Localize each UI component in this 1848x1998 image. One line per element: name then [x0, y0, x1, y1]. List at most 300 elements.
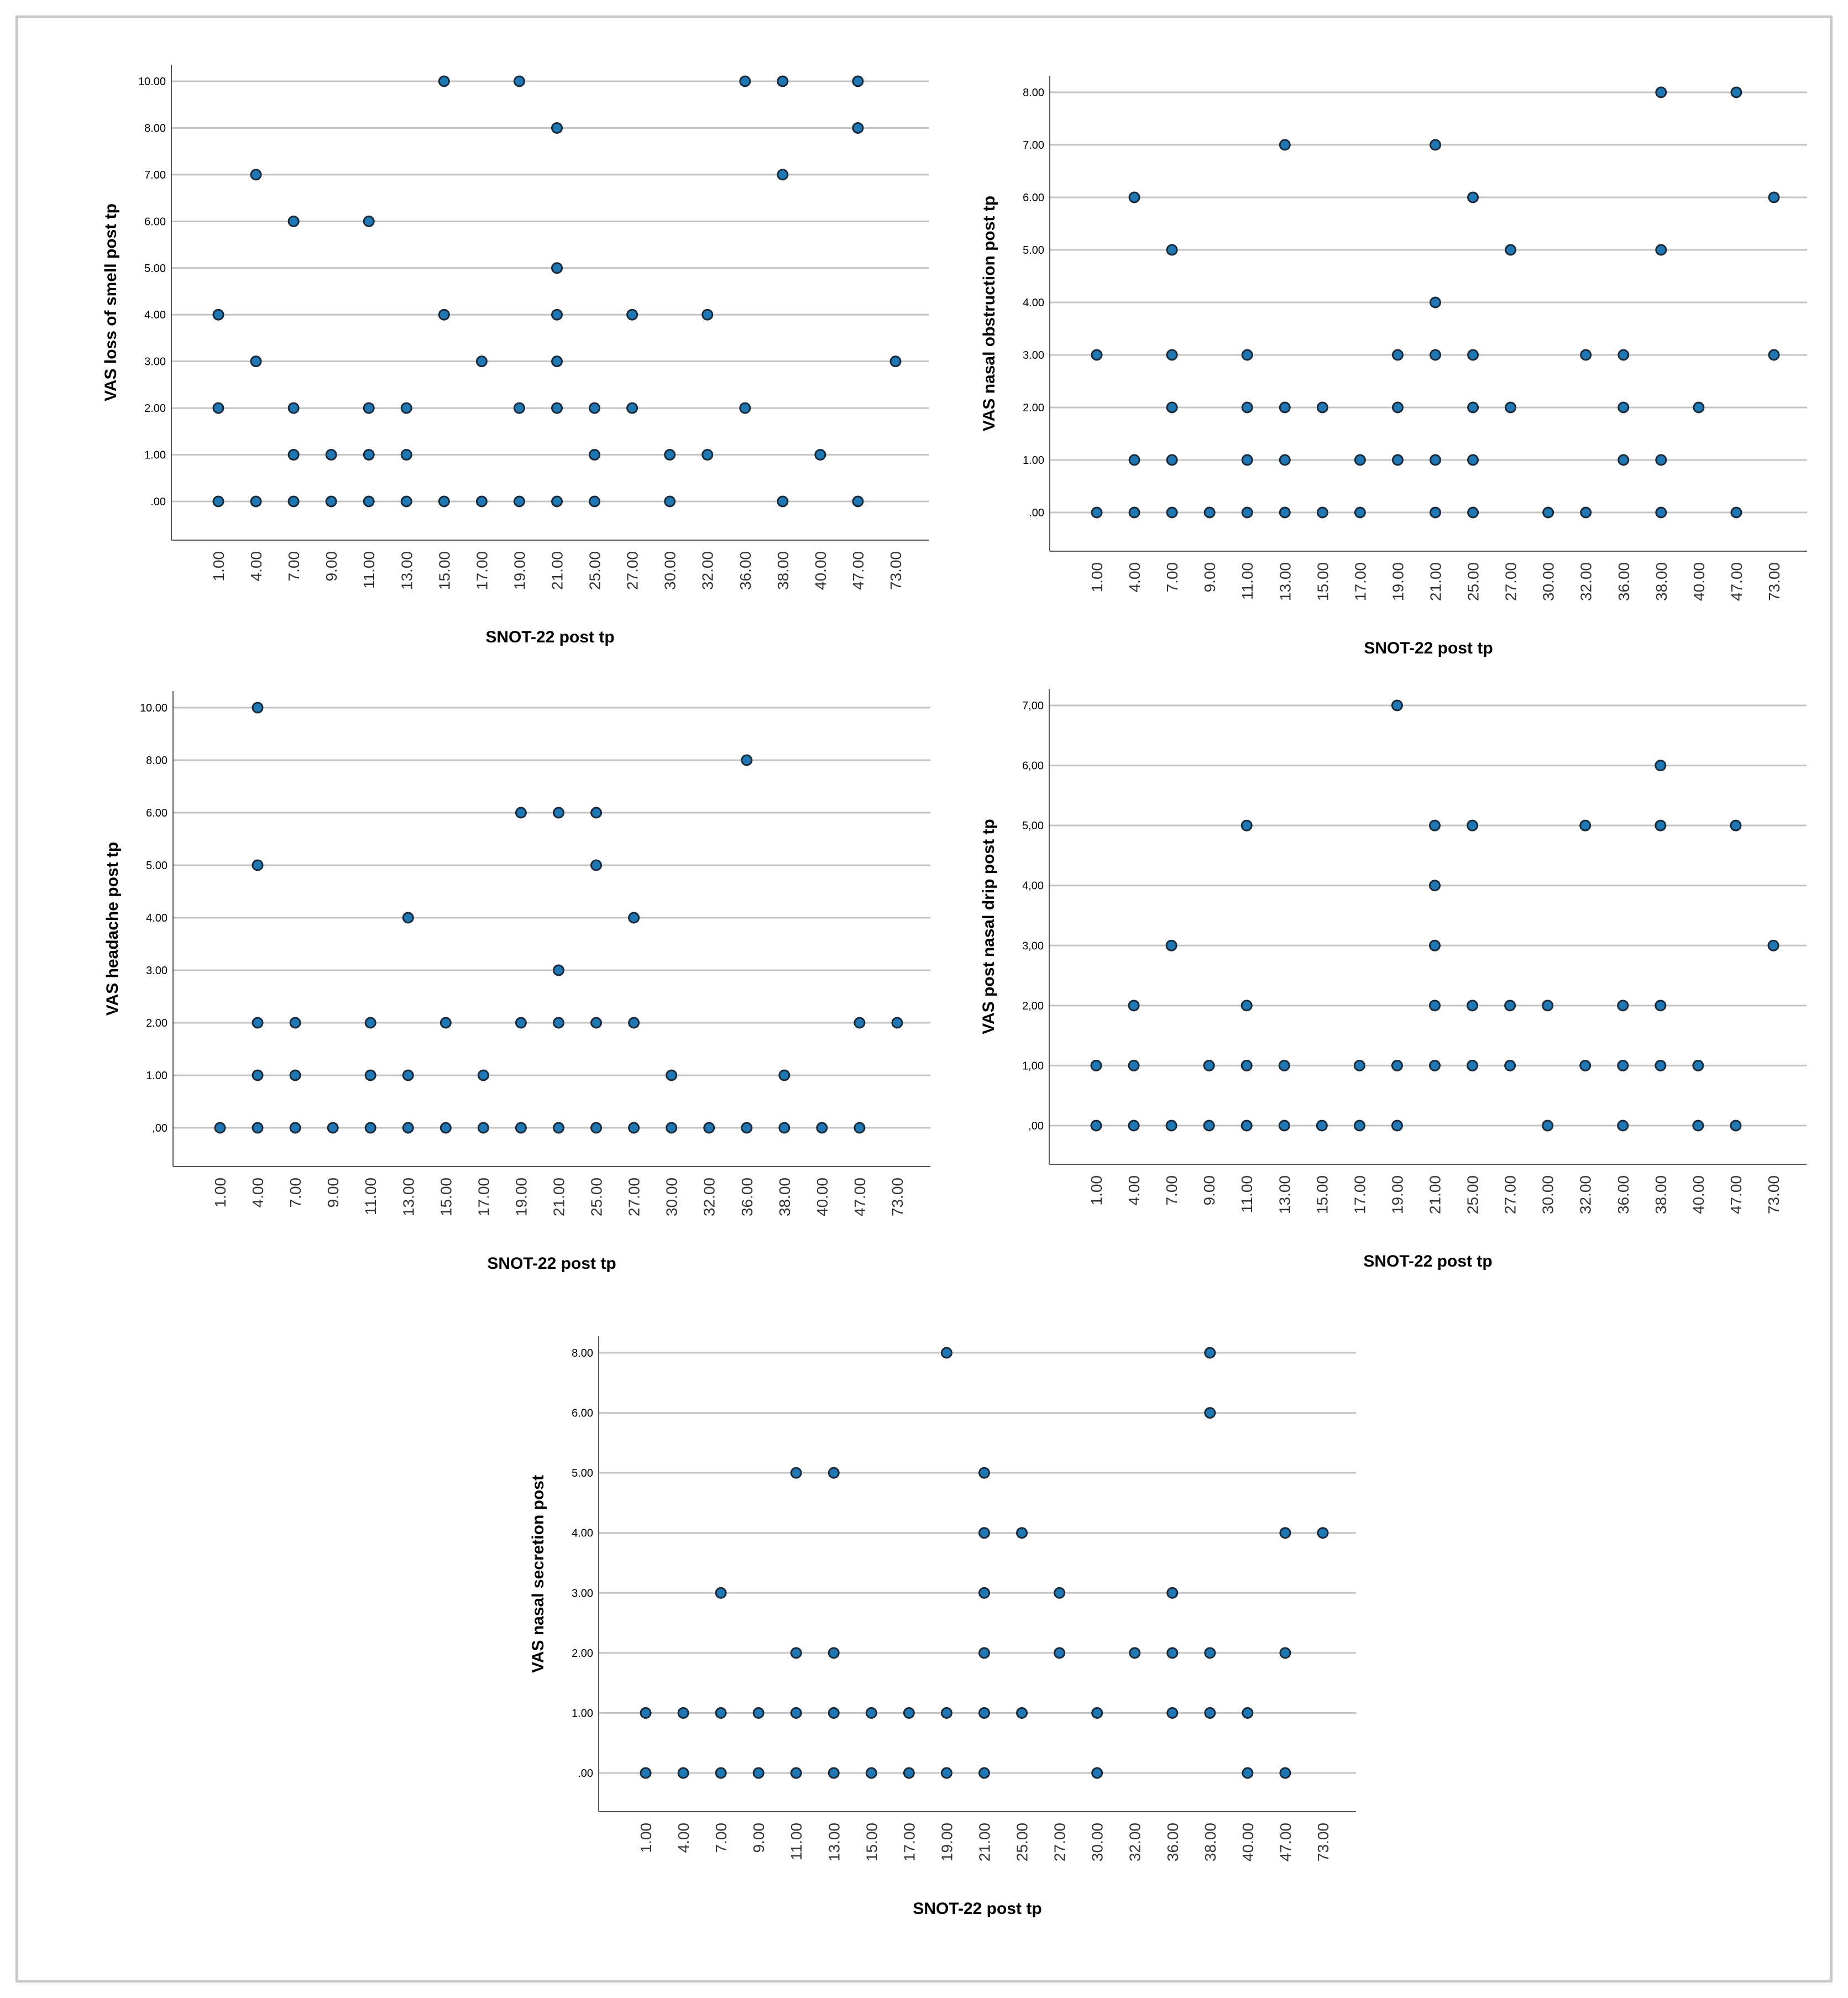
data-point [403, 1070, 413, 1080]
x-tick-label: 36.00 [1615, 562, 1632, 602]
x-tick-label: 13.00 [825, 1823, 843, 1862]
data-point [778, 496, 788, 506]
y-tick-label: 4.00 [144, 309, 166, 322]
x-tick-label: 7.00 [1163, 1175, 1181, 1206]
x-tick-label: 7.00 [287, 1178, 305, 1208]
x-tick-label: 36.00 [1164, 1823, 1181, 1862]
y-tick-label: 4.00 [146, 912, 167, 924]
data-point [1543, 508, 1553, 517]
data-point [439, 496, 449, 506]
x-tick-label: 15.00 [863, 1823, 881, 1862]
y-tick-label: 1,00 [1022, 1060, 1044, 1073]
x-tick-label: 21.00 [548, 551, 566, 590]
scatter-plot-svg [96, 669, 936, 1277]
x-tick-label: 27.00 [1502, 562, 1520, 602]
data-point [1619, 402, 1629, 412]
data-point [514, 76, 524, 86]
data-point [1242, 820, 1252, 830]
data-point [779, 1070, 789, 1080]
y-tick-label: 6.00 [1023, 192, 1044, 204]
y-tick-label: 6.00 [146, 807, 167, 819]
data-point [980, 1468, 990, 1478]
data-point [1731, 508, 1741, 517]
data-point [779, 1123, 789, 1133]
data-point [1242, 1121, 1252, 1131]
y-tick-label: 1.00 [1023, 454, 1044, 467]
y-tick-label: .00 [1029, 507, 1044, 519]
data-point [980, 1588, 990, 1598]
x-tick-label: 4.00 [1125, 1175, 1143, 1206]
x-tick-label: 4.00 [1126, 562, 1144, 593]
data-point [1091, 1060, 1101, 1070]
data-point [1431, 350, 1441, 360]
x-tick-label: 19.00 [512, 1178, 530, 1217]
data-point [1129, 1121, 1139, 1131]
x-axis-title: SNOT-22 post tp [485, 628, 615, 646]
y-tick-label: 6,00 [1022, 760, 1044, 772]
x-tick-label: 9.00 [324, 1178, 342, 1208]
data-point [1280, 508, 1290, 517]
data-point [665, 450, 675, 460]
data-point [1468, 455, 1478, 465]
data-point [326, 496, 336, 506]
data-point [778, 170, 788, 180]
x-axis-title: SNOT-22 post tp [1364, 639, 1493, 657]
data-point [1618, 1001, 1628, 1011]
chart-vas-post-nasal-drip [972, 667, 1812, 1275]
y-tick-label: .00 [150, 496, 166, 508]
data-point [1543, 1121, 1553, 1131]
x-tick-label: 36.00 [738, 1178, 756, 1217]
y-axis-title: VAS nasal obstruction post tp [980, 195, 998, 432]
data-point [891, 357, 901, 367]
data-point [1355, 455, 1365, 465]
data-point [253, 703, 263, 713]
data-point [1468, 402, 1478, 412]
data-point [1431, 297, 1441, 307]
data-point [1468, 192, 1478, 202]
data-point [941, 1708, 951, 1718]
data-point [516, 1123, 526, 1133]
data-point [641, 1708, 651, 1718]
x-tick-label: 11.00 [360, 551, 378, 589]
chart-vas-loss-of-smell [94, 43, 934, 651]
data-point [514, 403, 524, 413]
data-point [1392, 1121, 1402, 1131]
y-tick-label: 1.00 [572, 1707, 593, 1720]
y-tick-label: 4.00 [1023, 297, 1044, 309]
data-point [290, 1123, 300, 1133]
data-point [1129, 192, 1139, 202]
y-tick-label: 2.00 [144, 402, 166, 415]
data-point [627, 310, 637, 320]
y-tick-label: 10.00 [139, 702, 167, 714]
y-tick-label: 3,00 [1022, 940, 1044, 953]
x-tick-label: 25.00 [1013, 1823, 1031, 1862]
data-point [704, 1123, 714, 1133]
data-point [815, 450, 825, 460]
x-tick-label: 32.00 [1577, 562, 1595, 602]
data-point [1656, 455, 1666, 465]
data-point [328, 1123, 338, 1133]
data-point [1430, 1060, 1440, 1070]
data-point [742, 1123, 752, 1133]
data-point [478, 1123, 488, 1133]
x-tick-label: 25.00 [1464, 562, 1482, 602]
y-tick-label: 5.00 [146, 860, 167, 872]
x-tick-label: 4.00 [249, 1178, 267, 1208]
data-point [1055, 1588, 1065, 1598]
scatter-plot-svg [94, 43, 934, 651]
data-point [554, 1123, 564, 1133]
x-tick-label: 40.00 [1690, 562, 1708, 602]
data-point [251, 170, 261, 180]
data-point [441, 1123, 451, 1133]
data-point [1243, 1768, 1253, 1778]
x-tick-label: 9.00 [750, 1823, 768, 1853]
data-point [703, 310, 713, 320]
data-point [1242, 1001, 1252, 1011]
y-tick-label: 1.00 [146, 1070, 167, 1082]
data-point [1166, 940, 1176, 950]
data-point [1430, 820, 1440, 830]
data-point [290, 1070, 300, 1080]
data-point [1205, 1708, 1215, 1718]
data-point [1168, 1708, 1177, 1718]
x-tick-label: 1.00 [1088, 1175, 1105, 1206]
x-tick-label: 32.00 [700, 1178, 718, 1217]
data-point [365, 1123, 375, 1133]
x-tick-label: 21.00 [1427, 562, 1444, 602]
data-point [591, 860, 601, 870]
x-tick-label: 19.00 [938, 1823, 956, 1862]
x-tick-label: 9.00 [1201, 1175, 1218, 1206]
y-tick-label: 2.00 [1023, 402, 1044, 414]
x-tick-label: 17.00 [473, 551, 491, 590]
data-point [1354, 1121, 1364, 1131]
x-tick-label: 11.00 [1238, 1175, 1256, 1213]
y-tick-label: 8.00 [144, 122, 166, 135]
data-point [853, 76, 863, 86]
data-point [904, 1768, 914, 1778]
x-tick-label: 47.00 [1727, 562, 1745, 602]
data-point [554, 808, 564, 818]
x-tick-label: 13.00 [1276, 1175, 1294, 1215]
x-tick-label: 47.00 [849, 551, 867, 590]
data-point [665, 496, 675, 506]
data-point [1242, 1060, 1252, 1070]
y-tick-label: 2,00 [1022, 1000, 1044, 1012]
x-tick-label: 40.00 [813, 1178, 831, 1217]
data-point [1431, 140, 1441, 150]
data-point [1619, 455, 1629, 465]
x-tick-label: 40.00 [812, 551, 829, 590]
data-point [629, 1123, 639, 1133]
data-point [251, 496, 261, 506]
data-point [1430, 881, 1440, 891]
y-tick-label: 5.00 [572, 1467, 593, 1480]
data-point [253, 1123, 263, 1133]
data-point [1091, 1121, 1101, 1131]
x-axis-title: SNOT-22 post tp [1363, 1252, 1493, 1270]
data-point [1543, 1001, 1553, 1011]
data-point [667, 1070, 677, 1080]
data-point [554, 965, 564, 975]
data-point [1656, 508, 1666, 517]
data-point [552, 310, 562, 320]
y-axis-title: VAS headache post tp [103, 841, 122, 1016]
data-point [1017, 1708, 1027, 1718]
data-point [1205, 1648, 1215, 1658]
data-point [1768, 940, 1778, 950]
data-point [1167, 350, 1177, 360]
data-point [213, 310, 223, 320]
y-tick-label: .00 [578, 1767, 593, 1780]
data-point [1280, 455, 1290, 465]
x-tick-label: 4.00 [248, 551, 265, 582]
y-tick-label: 10.00 [138, 76, 166, 88]
x-tick-label: 17.00 [1352, 562, 1369, 602]
y-tick-label: 6.00 [572, 1407, 593, 1420]
data-point [477, 357, 486, 367]
data-point [791, 1708, 801, 1718]
x-tick-label: 11.00 [788, 1823, 805, 1860]
x-tick-label: 9.00 [1201, 562, 1219, 593]
chart-vas-nasal-secretion [521, 1314, 1362, 1922]
data-point [1619, 350, 1629, 360]
y-tick-label: 5.00 [1023, 244, 1044, 257]
x-tick-label: 38.00 [1201, 1823, 1219, 1862]
data-point [552, 496, 562, 506]
data-point [365, 1018, 375, 1028]
data-point [552, 123, 562, 133]
data-point [1205, 1348, 1215, 1358]
x-tick-label: 27.00 [624, 551, 641, 590]
data-point [1769, 192, 1779, 202]
data-point [401, 496, 411, 506]
data-point [829, 1468, 839, 1478]
x-tick-label: 21.00 [1426, 1175, 1444, 1215]
data-point [1731, 87, 1741, 97]
data-point [629, 1018, 639, 1028]
data-point [552, 263, 562, 273]
data-point [1506, 245, 1516, 255]
data-point [1505, 1060, 1515, 1070]
data-point [364, 450, 374, 460]
data-point [1618, 1060, 1628, 1070]
x-tick-label: 15.00 [437, 1178, 455, 1217]
x-tick-label: 19.00 [1389, 1175, 1406, 1215]
data-point [641, 1768, 651, 1778]
x-tick-label: 21.00 [976, 1823, 993, 1862]
data-point [289, 216, 299, 226]
x-tick-label: 1.00 [212, 1178, 229, 1208]
y-tick-label: 8.00 [1023, 87, 1044, 99]
data-point [855, 1123, 865, 1133]
data-point [980, 1648, 990, 1658]
data-point [1129, 508, 1139, 517]
data-point [778, 76, 788, 86]
data-point [1731, 1121, 1741, 1131]
data-point [941, 1768, 951, 1778]
data-point [253, 1070, 263, 1080]
x-tick-label: 7.00 [1164, 562, 1181, 593]
data-point [791, 1768, 801, 1778]
x-tick-label: 4.00 [675, 1823, 693, 1853]
x-axis-title: SNOT-22 post tp [487, 1254, 616, 1273]
x-tick-label: 27.00 [625, 1178, 643, 1217]
x-tick-label: 11.00 [1239, 562, 1257, 600]
data-point [853, 123, 863, 133]
data-point [667, 1123, 677, 1133]
y-tick-label: 5.00 [144, 262, 166, 275]
y-tick-label: 1.00 [144, 449, 166, 462]
data-point [1468, 1060, 1478, 1070]
data-point [591, 1123, 601, 1133]
data-point [1167, 245, 1177, 255]
data-point [716, 1588, 726, 1598]
data-point [590, 403, 600, 413]
data-point [716, 1768, 726, 1778]
data-point [1355, 508, 1365, 517]
data-point [401, 403, 411, 413]
scatter-plot-svg [972, 54, 1813, 662]
data-point [1693, 1060, 1703, 1070]
data-point [253, 1018, 263, 1028]
data-point [1656, 87, 1666, 97]
data-point [403, 1123, 413, 1133]
data-point [627, 403, 637, 413]
x-tick-label: 19.00 [511, 551, 528, 590]
data-point [1769, 350, 1779, 360]
data-point [289, 496, 299, 506]
data-point [1017, 1528, 1027, 1538]
data-point [1430, 940, 1440, 950]
data-point [1468, 1001, 1478, 1011]
data-point [1092, 1768, 1102, 1778]
x-tick-label: 9.00 [323, 551, 341, 582]
x-tick-label: 13.00 [400, 1178, 417, 1217]
data-point [213, 496, 223, 506]
y-tick-label: 2.00 [572, 1647, 593, 1660]
data-point [1204, 1060, 1214, 1070]
data-point [791, 1468, 801, 1478]
x-tick-label: 30.00 [1088, 1823, 1106, 1862]
data-point [364, 216, 374, 226]
data-point [829, 1768, 839, 1778]
x-tick-label: 73.00 [1765, 1175, 1782, 1215]
data-point [1505, 1001, 1515, 1011]
x-tick-label: 38.00 [1652, 1175, 1669, 1215]
data-point [1656, 761, 1666, 771]
data-point [980, 1768, 990, 1778]
data-point [1317, 508, 1327, 517]
data-point [703, 450, 713, 460]
data-point [1431, 508, 1441, 517]
data-point [1205, 1408, 1215, 1418]
data-point [514, 496, 524, 506]
y-tick-label: 4.00 [572, 1527, 593, 1540]
data-point [1581, 350, 1591, 360]
x-tick-label: 7.00 [285, 551, 303, 582]
data-point [1468, 820, 1478, 830]
data-point [364, 496, 374, 506]
data-point [364, 403, 374, 413]
data-point [1092, 508, 1102, 517]
data-point [590, 496, 600, 506]
data-point [1242, 508, 1252, 517]
data-point [716, 1708, 726, 1718]
x-tick-label: 73.00 [1766, 562, 1783, 602]
x-tick-label: 19.00 [1389, 562, 1407, 602]
data-point [552, 403, 562, 413]
y-axis-title: VAS nasal secretion post [529, 1475, 547, 1673]
x-tick-label: 38.00 [1652, 562, 1670, 602]
data-point [213, 403, 223, 413]
data-point [980, 1708, 990, 1718]
data-point [866, 1708, 876, 1718]
data-point [403, 913, 413, 923]
y-tick-label: 5,00 [1022, 820, 1044, 833]
data-point [829, 1708, 839, 1718]
x-tick-label: 30.00 [663, 1178, 680, 1217]
x-tick-label: 1.00 [210, 551, 227, 582]
data-point [1280, 402, 1290, 412]
data-point [1392, 402, 1402, 412]
data-point [516, 808, 526, 818]
data-point [1279, 1121, 1289, 1131]
x-tick-label: 21.00 [550, 1178, 568, 1217]
data-point [1242, 455, 1252, 465]
data-point [591, 808, 601, 818]
data-point [855, 1018, 865, 1028]
data-point [753, 1708, 763, 1718]
x-tick-label: 1.00 [1088, 562, 1106, 593]
y-tick-label: 8.00 [146, 755, 167, 767]
data-point [941, 1348, 951, 1358]
x-axis-title: SNOT-22 post tp [913, 1900, 1042, 1918]
x-tick-label: 13.00 [1276, 562, 1294, 602]
data-point [829, 1648, 839, 1658]
data-point [554, 1018, 564, 1028]
x-tick-label: 47.00 [1727, 1175, 1745, 1215]
data-point [678, 1708, 688, 1718]
data-point [817, 1123, 827, 1133]
x-tick-label: 1.00 [637, 1823, 655, 1853]
data-point [1130, 1648, 1140, 1658]
y-tick-label: ,00 [1028, 1120, 1044, 1132]
y-axis-title: VAS loss of smell post tp [102, 203, 120, 401]
data-point [1392, 1060, 1402, 1070]
x-tick-label: 73.00 [1315, 1823, 1332, 1862]
data-point [1656, 1060, 1666, 1070]
data-point [866, 1768, 876, 1778]
scatter-plot-svg [972, 667, 1812, 1275]
y-tick-label: ,00 [152, 1122, 167, 1134]
data-point [516, 1018, 526, 1028]
data-point [1279, 1060, 1289, 1070]
data-point [1129, 455, 1139, 465]
data-point [1656, 1001, 1666, 1011]
x-tick-label: 30.00 [661, 551, 679, 590]
data-point [1129, 1001, 1139, 1011]
data-point [1167, 508, 1177, 517]
data-point [1694, 402, 1704, 412]
y-tick-label: 7,00 [1022, 700, 1044, 712]
data-point [1167, 455, 1177, 465]
data-point [290, 1018, 300, 1028]
data-point [1392, 350, 1402, 360]
